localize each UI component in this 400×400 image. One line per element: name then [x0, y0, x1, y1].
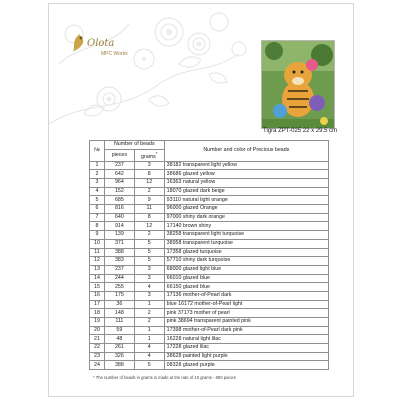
- row-description: 68000 glazed light blue: [164, 265, 328, 274]
- brand-subtitle: MPC Works: [101, 51, 128, 57]
- table-row: [90, 309, 329, 318]
- row-pieces: 175: [104, 291, 134, 300]
- table-row: [90, 205, 329, 214]
- row-number: 12: [90, 257, 105, 266]
- row-description: 38686 glazed yellow: [164, 170, 328, 179]
- row-number: 16: [90, 291, 105, 300]
- row-number: 18: [90, 309, 105, 318]
- row-grams: 8: [134, 170, 164, 179]
- row-number: 10: [90, 239, 105, 248]
- row-number: 15: [90, 283, 105, 292]
- row-description: blue 16172 mother-of-Pearl light: [164, 300, 328, 309]
- table-row: [90, 179, 329, 188]
- row-pieces: 139: [104, 231, 134, 240]
- grams-footnote-mark: *: [155, 150, 158, 156]
- table-row: [90, 187, 329, 196]
- row-pieces: 148: [104, 309, 134, 318]
- row-description: 38628 painted light purple: [164, 352, 328, 361]
- row-pieces: 388: [104, 248, 134, 257]
- row-description: 16228 natural light lilac: [164, 335, 328, 344]
- row-number: 9: [90, 231, 105, 240]
- row-pieces: 326: [104, 352, 134, 361]
- table-row: [90, 248, 329, 257]
- table-row: [90, 326, 329, 335]
- table-row: [90, 161, 329, 170]
- row-grams: 1: [134, 335, 164, 344]
- row-description: 17398 mother-of-Pearl dark pink: [164, 326, 328, 335]
- table-row: [90, 196, 329, 205]
- row-description: 57710 shiny dark turquoise: [164, 257, 328, 266]
- row-number: 24: [90, 361, 105, 370]
- table-row: [90, 231, 329, 240]
- row-number: 1: [90, 161, 105, 170]
- row-description: 66010 glazed blue: [164, 274, 328, 283]
- row-grams: 8: [134, 213, 164, 222]
- row-grams: 4: [134, 283, 164, 292]
- row-description: 17140 brown shiny: [164, 222, 328, 231]
- row-description: 17136 mother-of-Pearl dark: [164, 291, 328, 300]
- row-description: 96000 glazed Orange: [164, 205, 328, 214]
- row-pieces: 244: [104, 274, 134, 283]
- table-row: [90, 283, 329, 292]
- row-description: pink 37173 mother of pearl: [164, 309, 328, 318]
- row-number: 3: [90, 179, 105, 188]
- row-pieces: 914: [104, 222, 134, 231]
- row-description: 17228 glazed lilac: [164, 344, 328, 353]
- table-row: [90, 170, 329, 179]
- row-grams: 5: [134, 248, 164, 257]
- row-grams: 11: [134, 205, 164, 214]
- row-pieces: 261: [104, 344, 134, 353]
- table-row: [90, 274, 329, 283]
- col-beads-group: Number of beads: [104, 141, 164, 150]
- row-description: 97000 shiny dark orange: [164, 213, 328, 222]
- bead-table-body: [90, 161, 329, 370]
- row-description: 38258 transparent light turquoise: [164, 231, 328, 240]
- col-description: Number and color of Precious beads: [164, 141, 328, 162]
- row-number: 19: [90, 318, 105, 327]
- table-row: [90, 213, 329, 222]
- row-pieces: 237: [104, 161, 134, 170]
- bead-table: [89, 140, 329, 370]
- table-row: [90, 222, 329, 231]
- row-pieces: 685: [104, 196, 134, 205]
- row-grams: 2: [134, 318, 164, 327]
- row-number: 23: [90, 352, 105, 361]
- bead-table-header: [90, 141, 329, 162]
- row-pieces: 371: [104, 239, 134, 248]
- table-row: [90, 361, 329, 370]
- row-grams: 2: [134, 231, 164, 240]
- row-number: 6: [90, 205, 105, 214]
- row-number: 21: [90, 335, 105, 344]
- row-number: 20: [90, 326, 105, 335]
- row-number: 17: [90, 300, 105, 309]
- row-number: 8: [90, 222, 105, 231]
- row-grams: 4: [134, 344, 164, 353]
- row-description: 16363 natural yellow: [164, 179, 328, 188]
- row-pieces: 255: [104, 283, 134, 292]
- row-pieces: 964: [104, 179, 134, 188]
- table-row: [90, 300, 329, 309]
- table-row: [90, 344, 329, 353]
- row-pieces: 388: [104, 361, 134, 370]
- footnote: * The number of beads in grams is made at the rate of 10 grams - 800 pieces: [93, 375, 236, 380]
- row-number: 14: [90, 274, 105, 283]
- row-pieces: 642: [104, 170, 134, 179]
- row-pieces: 383: [104, 257, 134, 266]
- row-number: 2: [90, 170, 105, 179]
- row-description: 08328 glazed purple: [164, 361, 328, 370]
- row-grams: 3: [134, 274, 164, 283]
- row-pieces: 36: [104, 300, 134, 309]
- row-number: 5: [90, 196, 105, 205]
- row-description: 93110 natural light orange: [164, 196, 328, 205]
- row-description: pink 38694 transparent painted pink: [164, 318, 328, 327]
- row-grams: 4: [134, 352, 164, 361]
- product-caption: Tigra ZPT-025 22 x 29.5 cm: [263, 128, 338, 134]
- product-image: [261, 40, 335, 129]
- row-description: 17358 glazed turquoise: [164, 248, 328, 257]
- col-number: №: [90, 141, 105, 162]
- row-pieces: 111: [104, 318, 134, 327]
- row-grams: 9: [134, 196, 164, 205]
- row-grams: 3: [134, 265, 164, 274]
- col-grams: [134, 149, 164, 161]
- row-number: 4: [90, 187, 105, 196]
- row-pieces: 152: [104, 187, 134, 196]
- row-grams: 1: [134, 300, 164, 309]
- row-grams: 2: [134, 187, 164, 196]
- row-grams: 5: [134, 257, 164, 266]
- table-row: [90, 318, 329, 327]
- row-description: 38182 transparent light yellow: [164, 161, 328, 170]
- row-number: 7: [90, 213, 105, 222]
- brand-name: Olota: [87, 38, 115, 49]
- table-row: [90, 335, 329, 344]
- row-description: 66150 glazed blue: [164, 283, 328, 292]
- row-number: 22: [90, 344, 105, 353]
- row-pieces: 640: [104, 213, 134, 222]
- instruction-sheet: [48, 3, 354, 397]
- row-pieces: 816: [104, 205, 134, 214]
- row-description: 38958 transparent turquoise: [164, 239, 328, 248]
- row-grams: 5: [134, 239, 164, 248]
- bird-logo-icon: [69, 32, 89, 54]
- row-grams: 2: [134, 309, 164, 318]
- row-pieces: 48: [104, 335, 134, 344]
- row-number: 11: [90, 248, 105, 257]
- row-number: 13: [90, 265, 105, 274]
- table-row: [90, 291, 329, 300]
- row-pieces: 237: [104, 265, 134, 274]
- row-description: 18070 glazed dark beige: [164, 187, 328, 196]
- row-grams: 3: [134, 161, 164, 170]
- table-row: [90, 239, 329, 248]
- row-pieces: 59: [104, 326, 134, 335]
- col-pieces: pieces: [104, 149, 134, 161]
- col-grams-label: grams: [141, 153, 156, 160]
- row-grams: 1: [134, 326, 164, 335]
- row-grams: 12: [134, 222, 164, 231]
- table-row: [90, 265, 329, 274]
- row-grams: 5: [134, 361, 164, 370]
- brand-logo: [69, 26, 139, 66]
- row-grams: 3: [134, 291, 164, 300]
- table-row: [90, 352, 329, 361]
- table-row: [90, 257, 329, 266]
- row-grams: 12: [134, 179, 164, 188]
